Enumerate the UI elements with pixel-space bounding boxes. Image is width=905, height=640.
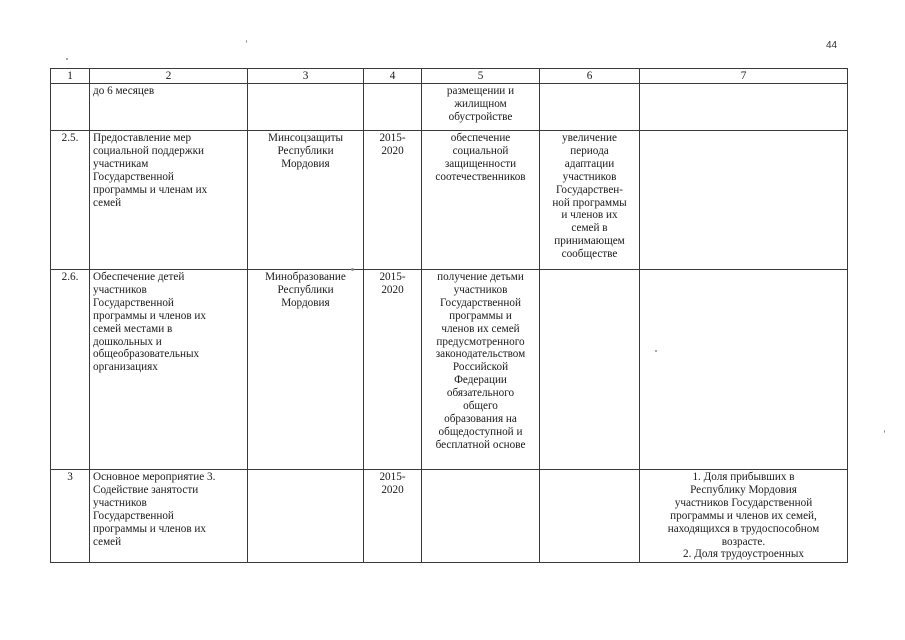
header-cell-col4: 4 [364, 69, 422, 84]
header-row [51, 69, 848, 84]
scan-speck [655, 350, 657, 352]
header-cell-col3: 3 [248, 69, 364, 84]
executor-cell [248, 84, 364, 131]
row-number-cell [51, 84, 90, 131]
header-cell-col5: 5 [422, 69, 540, 84]
term-cell [364, 84, 422, 131]
term-cell: 2015- 2020 [364, 270, 422, 470]
page-number: 44 [826, 40, 838, 51]
measure-cell: Предоставление мер социальной поддержки участникам Государственной программы и членам их семей [90, 131, 248, 270]
measure-cell: Основное мероприятие 3. Содействие занятости участников Государственной программы и членов их семей [90, 470, 248, 563]
header-cell-col2: 2 [90, 69, 248, 84]
table-row [51, 270, 848, 470]
indicator-cell [640, 270, 848, 470]
measures-table [50, 68, 848, 563]
measure-cell: до 6 месяцев [90, 84, 248, 131]
consequence-cell: увеличение периода адаптации участников Государствен- ной программы и членов их семей в принимающем сообществе [540, 131, 640, 270]
term-cell: 2015- 2020 [364, 470, 422, 563]
indicator-cell: 1. Доля прибывших в Республику Мордовия участников Государственной программы и членов их семей, находящихся в трудоспособном возрасте. 2. Доля трудоустроенных [640, 470, 848, 563]
table-row [51, 131, 848, 270]
table-row [51, 470, 848, 563]
executor-cell: Минобразование Республики Мордовия [248, 270, 364, 470]
row-number-cell: 2.6. [51, 270, 90, 470]
table-row [51, 84, 848, 131]
executor-cell [248, 470, 364, 563]
row-number-cell: 3 [51, 470, 90, 563]
consequence-cell [540, 470, 640, 563]
consequence-cell [540, 270, 640, 470]
result-cell [422, 470, 540, 563]
scan-speck [351, 268, 354, 271]
indicator-cell [640, 131, 848, 270]
consequence-cell [540, 84, 640, 131]
scan-speck [884, 430, 885, 433]
measure-cell: Обеспечение детей участников Государственной программы и членов их семей местами в дошкольных и общеобразовательных организациях [90, 270, 248, 470]
result-cell: обеспечение социальной защищенности соотечественников [422, 131, 540, 270]
scan-speck [246, 40, 247, 43]
executor-cell: Минсоцзащиты Республики Мордовия [248, 131, 364, 270]
scan-speck [66, 58, 68, 60]
term-cell: 2015- 2020 [364, 131, 422, 270]
row-number-cell: 2.5. [51, 131, 90, 270]
header-cell-col1: 1 [51, 69, 90, 84]
header-cell-col6: 6 [540, 69, 640, 84]
result-cell: размещении и жилищном обустройстве [422, 84, 540, 131]
header-cell-col7: 7 [640, 69, 848, 84]
result-cell: получение детьми участников Государственной программы и членов их семей предусмотренного законодательством Российской Федерации обязательного общего образования на общедоступной и бесплатной основе [422, 270, 540, 470]
indicator-cell [640, 84, 848, 131]
